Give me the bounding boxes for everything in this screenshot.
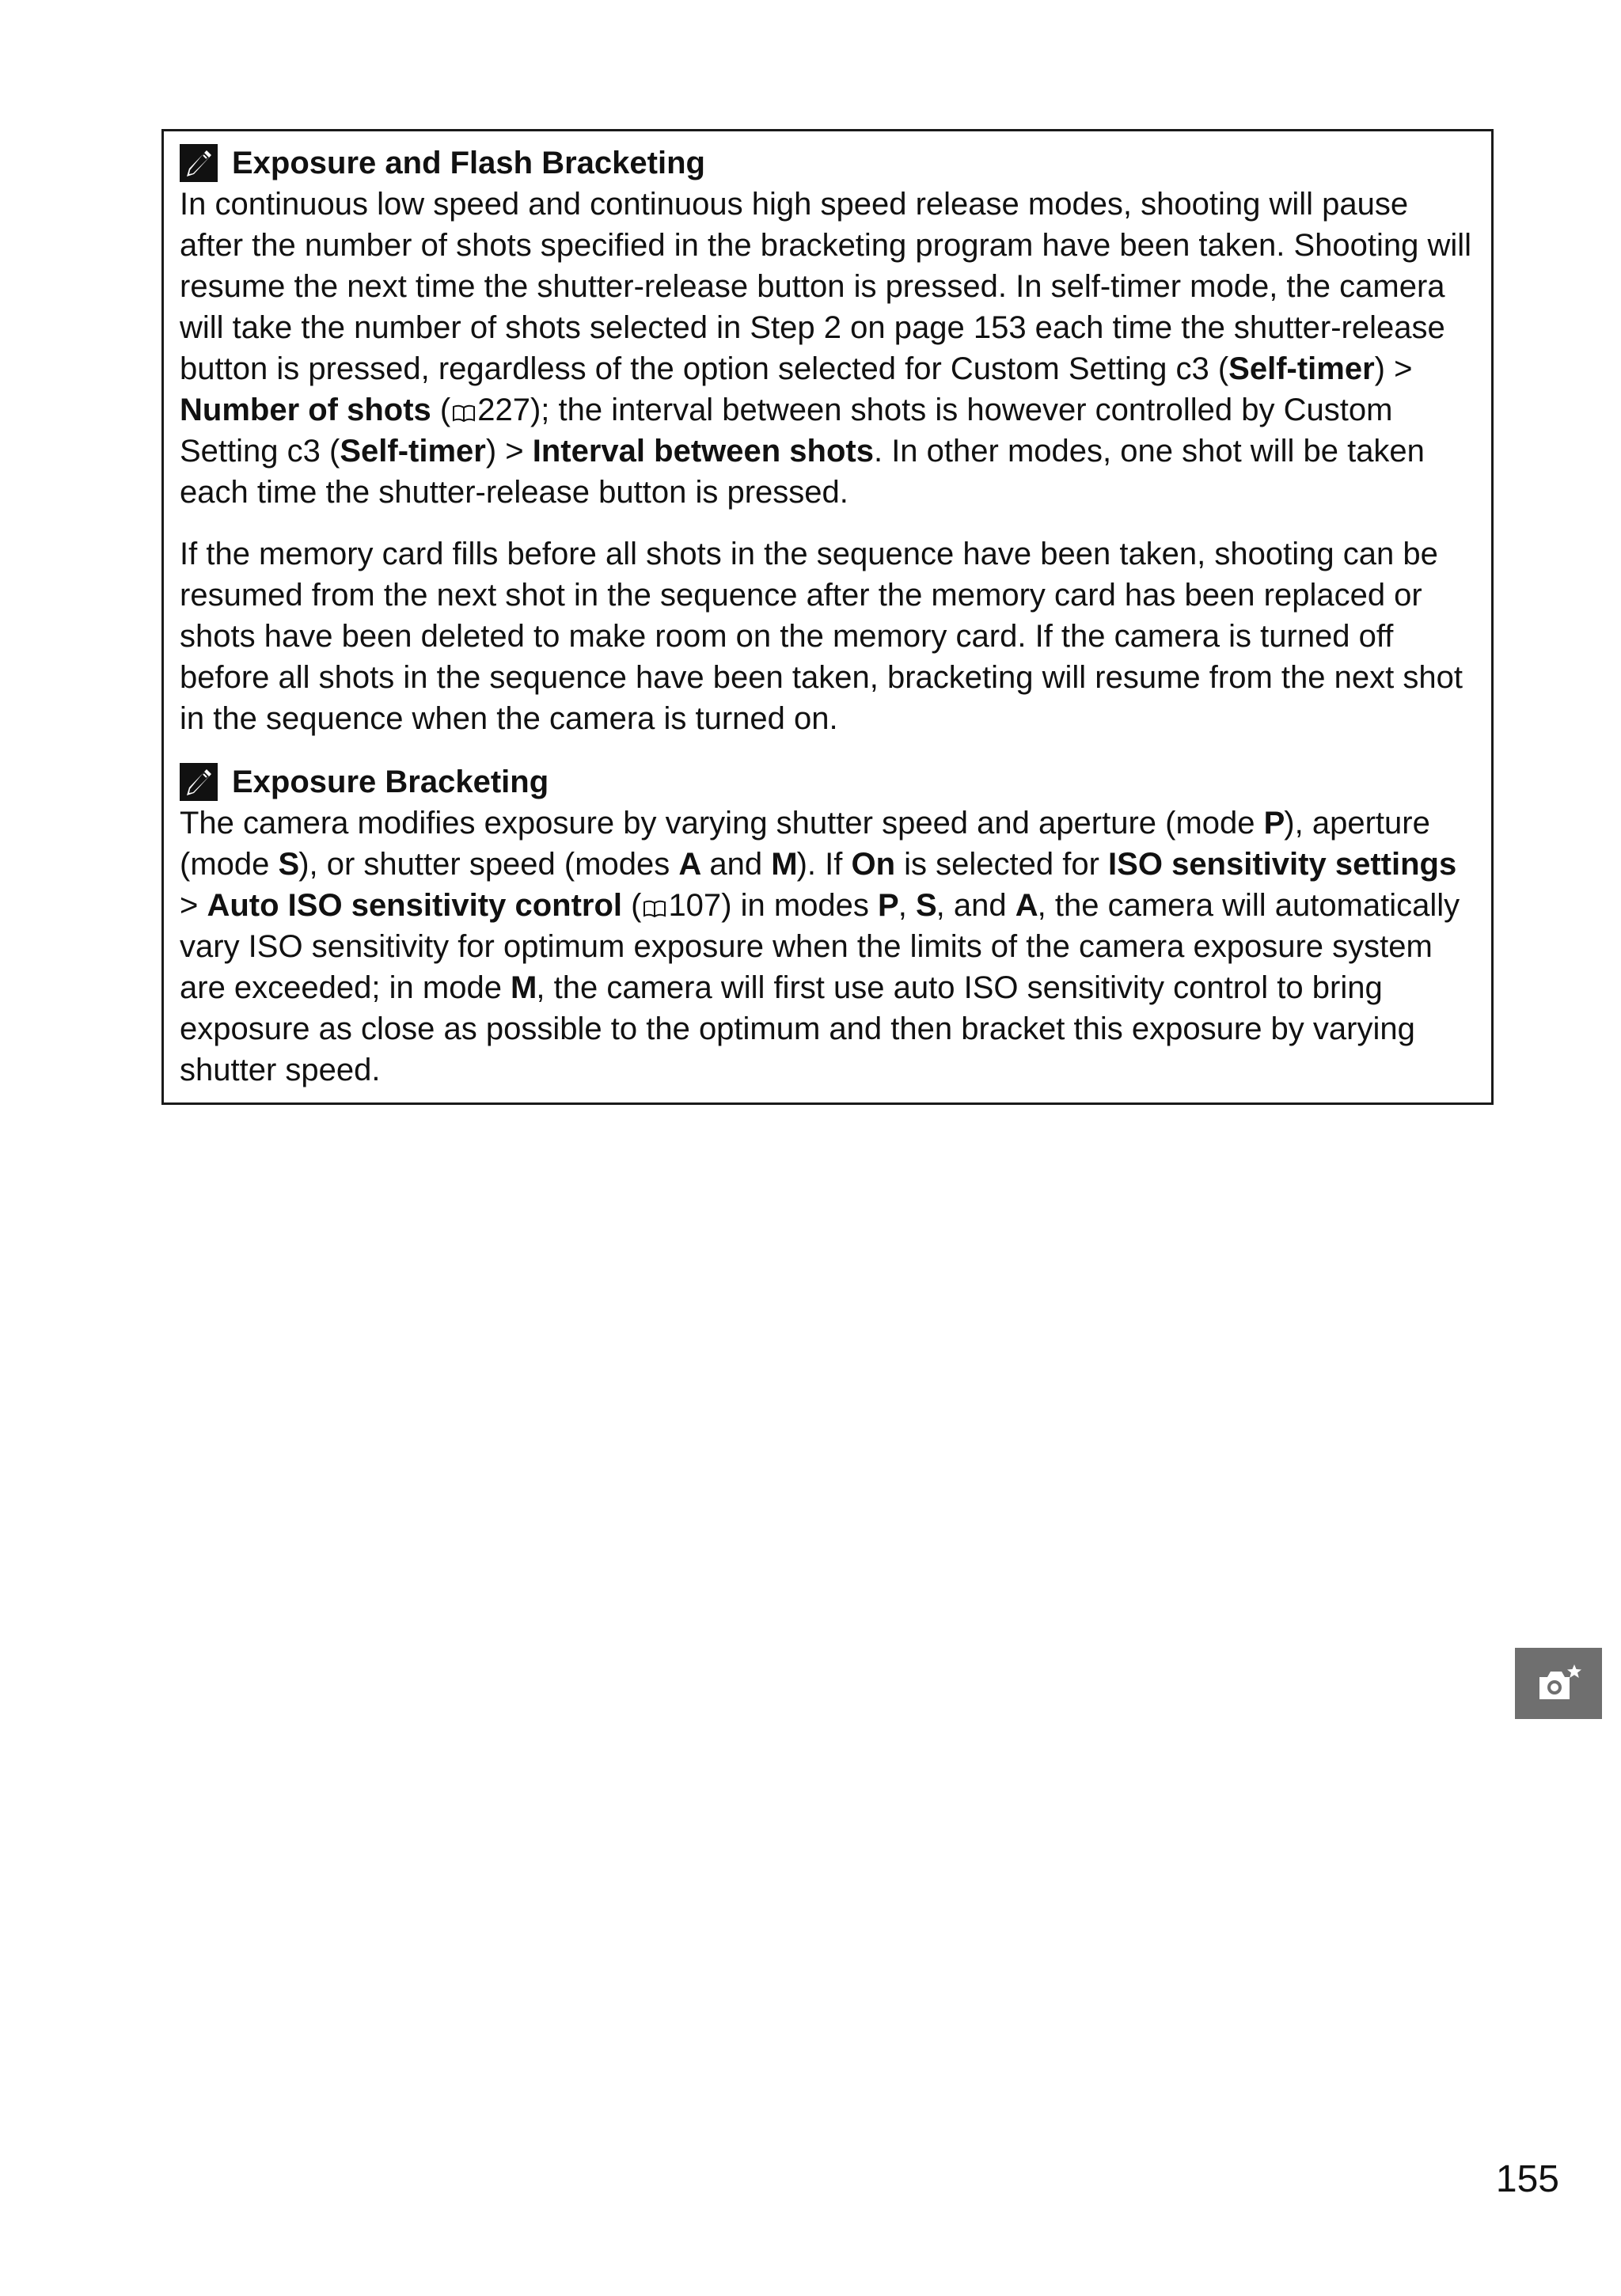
- page-reference[interactable]: 107: [668, 888, 722, 923]
- note-box: [161, 129, 1494, 1105]
- page-number: 155: [1495, 2158, 1559, 2200]
- note-paragraph: In continuous low speed and continuous high speed release modes, shooting will pause after the number of shots specified in the bracketing program have been taken. Shooting will resume the next time the shutter-release button is pressed. In self-timer mode, the camera will take the number of shots selected in Step 2 on page 153 each time the shutter-release button is pressed, regardless of the option selected for Custom Setting c3 (Self-timer) > Number of shots ( 227); the interval between shots is however controlled by Custom Setting c3 (Self-timer) > Interval between shots. In other modes, one shot will be taken each time the shutter-release button is pressed.: [180, 187, 1472, 510]
- pencil-note-icon: [180, 144, 218, 182]
- note-title-exposure-bracketing: [180, 761, 1475, 803]
- book-reference-icon: [452, 404, 476, 422]
- note-title-flash-bracketing: [180, 142, 1475, 184]
- note-title-text: Exposure Bracketing: [232, 765, 549, 799]
- note-title-text: Exposure and Flash Bracketing: [232, 146, 705, 180]
- pencil-note-icon: [180, 763, 218, 801]
- spacer: [180, 739, 1475, 760]
- page-reference[interactable]: 227: [477, 393, 530, 427]
- book-reference-icon: [643, 900, 666, 917]
- camera-star-icon: [1533, 1661, 1584, 1706]
- section-tab[interactable]: [1515, 1648, 1602, 1719]
- note-paragraph: If the memory card fills before all shots in the sequence have been taken, shooting can be resumed from the next shot in the sequence after the memory card has been replaced or shots have been deleted to make room on the memory card. If the camera is turned off before all shots in the sequence have been taken, bracketing will resume from the next shot in the sequence when the camera is turned on.: [180, 537, 1463, 736]
- note-paragraph: The camera modifies exposure by varying shutter speed and aperture (mode P), aperture (mode S), or shutter speed (modes A and M). If On is selected for ISO sensitivity settings > Auto ISO sensitivity control ( 107) in modes P, S, and A, the camera will automatically vary ISO sensitivity for optimum exposure when the limits of the camera exposure system are exceeded; in mode M, the camera will first use auto ISO sensitivity control to bring exposure as close as possible to the optimum and then bracket this exposure by varying shutter speed.: [180, 806, 1460, 1087]
